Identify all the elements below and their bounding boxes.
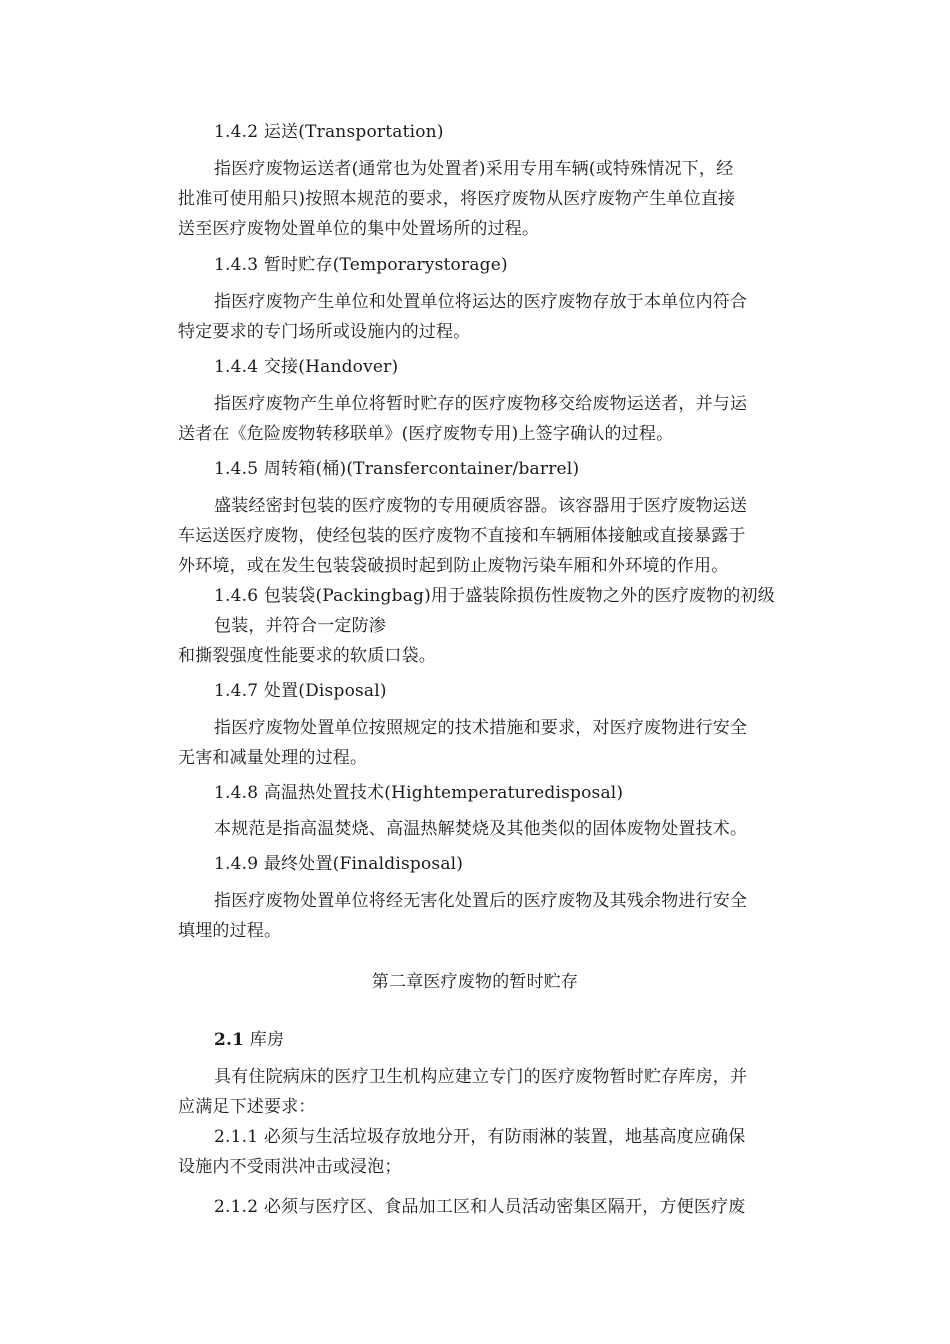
paragraph-line: 盛装经密封包装的医疗废物的专用硬质容器。该容器用于医疗废物运送: [214, 496, 748, 516]
section-heading-2-1: [214, 1029, 814, 1051]
paragraph-line: 具有住院病床的医疗卫生机构应建立专门的医疗废物暂时贮存库房，并: [214, 1067, 748, 1087]
paragraph-line: 送者在《危险废物转移联单》(医疗废物专用)上签字确认的过程。: [178, 424, 674, 444]
paragraph-line: 无害和减量处理的过程。: [178, 748, 368, 768]
paragraph-line: 批准可使用船只)按照本规范的要求，将医疗废物从医疗废物产生单位直接: [178, 189, 736, 209]
paragraph-line: 外环境，或在发生包装袋破损时起到防止废物污染车厢和外环境的作用。: [178, 556, 729, 576]
item-2-1-1: 2.1.1 必须与生活垃圾存放地分开，有防雨淋的装置，地基高度应确保: [214, 1127, 746, 1147]
heading-1-4-6: 1.4.6 包装袋(Packingbag)用于盛装除损伤性废物之外的医疗废物的初级: [214, 586, 775, 606]
heading-1-4-4: 1.4.4 交接(Handover): [214, 357, 399, 377]
paragraph-line: 指医疗废物处置单位将经无害化处置后的医疗废物及其残余物进行安全: [214, 891, 748, 911]
paragraph-line: 车运送医疗废物，使经包装的医疗废物不直接和车辆厢体接触或直接暴露于: [178, 526, 746, 546]
paragraph-line: 指医疗废物运送者(通常也为处置者)采用专用车辆(或特殊情况下，经: [214, 159, 734, 179]
heading-1-4-8: 1.4.8 高温热处置技术(Hightemperaturedisposal): [214, 783, 624, 803]
paragraph-line: 特定要求的专门场所或设施内的过程。: [178, 322, 471, 342]
paragraph-line: 本规范是指高温焚烧、高温热解焚烧及其他类似的固体废物处置技术。: [214, 819, 748, 839]
heading-1-4-5: 1.4.5 周转箱(桶)(Transfercontainer/barrel): [214, 459, 580, 479]
heading-1-4-7: 1.4.7 处置(Disposal): [214, 681, 387, 701]
paragraph-line: 送至医疗废物处置单位的集中处置场所的过程。: [178, 219, 540, 239]
section-number: 2.1: [214, 1030, 245, 1050]
paragraph-line: 指医疗废物产生单位和处置单位将运达的医疗废物存放于本单位内符合: [214, 292, 748, 312]
paragraph-line: 应满足下述要求：: [178, 1097, 316, 1117]
heading-1-4-3: 1.4.3 暂时贮存(Temporarystorage): [214, 255, 508, 275]
paragraph-line: 设施内不受雨洪冲击或浸泡；: [178, 1157, 402, 1177]
heading-1-4-9: 1.4.9 最终处置(Finaldisposal): [214, 854, 464, 874]
paragraph-line: 指医疗废物处置单位按照规定的技术措施和要求，对医疗废物进行安全: [214, 718, 748, 738]
section-title: 库房: [249, 1030, 285, 1050]
paragraph-line: 填埋的过程。: [178, 921, 282, 941]
item-2-1-2: 2.1.2 必须与医疗区、食品加工区和人员活动密集区隔开，方便医疗废: [214, 1197, 746, 1217]
paragraph-line: 指医疗废物产生单位将暂时贮存的医疗废物移交给废物运送者，并与运: [214, 394, 748, 414]
paragraph-line: 包装，并符合一定防渗: [214, 616, 386, 636]
chapter-title: 第二章医疗废物的暂时贮存: [371, 972, 579, 992]
paragraph-line: 和撕裂强度性能要求的软质口袋。: [178, 646, 436, 666]
heading-1-4-2: 1.4.2 运送(Transportation): [214, 122, 444, 142]
